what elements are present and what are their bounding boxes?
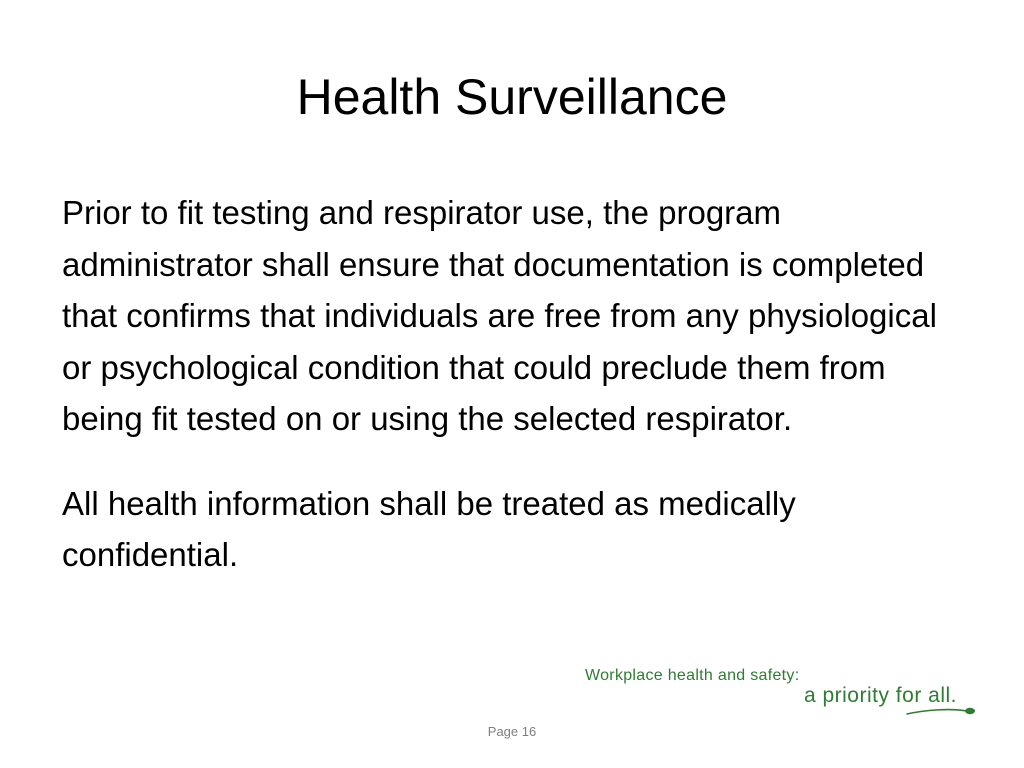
logo-tagline-line1: Workplace health and safety: [585,667,800,684]
workplace-safety-logo [585,666,985,722]
slide-body [62,187,962,581]
slide-title: Health Surveillance [296,69,728,125]
swoosh-icon [905,702,977,718]
logo-tagline-line2: a priority for all. [803,684,957,707]
body-paragraph: All health information shall be treated as medically confidential. [62,484,796,573]
body-paragraph: Prior to fit testing and respirator use, the program administrator shall ensure that documentation is completed that confirms that individuals are free from any physiological or psychological condition that could preclude them from being fit tested on or using the selected respirator. [62,194,937,437]
page-number: Page 16 [487,724,537,739]
